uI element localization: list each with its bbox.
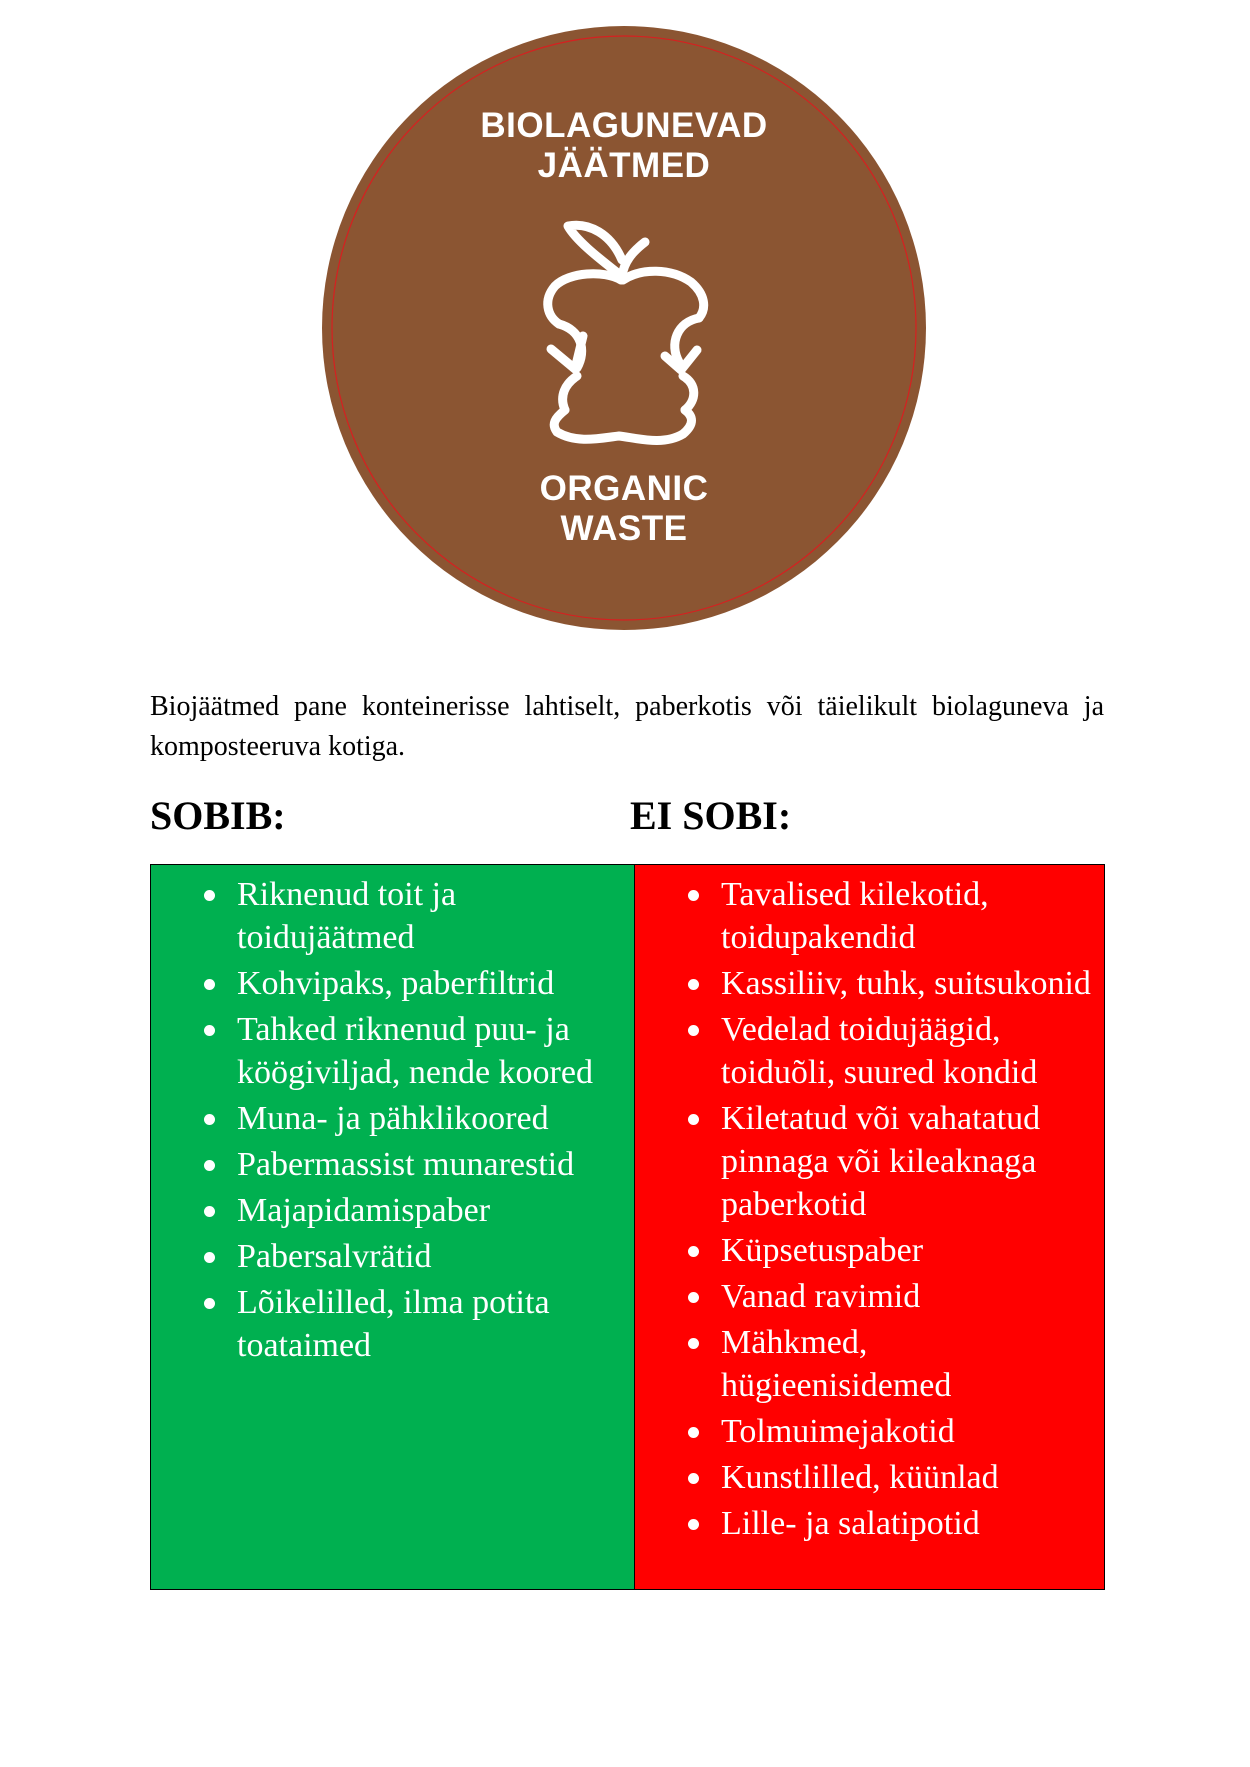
organic-waste-badge (319, 24, 929, 632)
sorting-table (150, 864, 1105, 1590)
suitable-heading: SOBIB: (150, 793, 286, 838)
badge-title-estonian (319, 106, 929, 186)
suitable-item: Lõikelilled, ilma potita toataimed (237, 1281, 622, 1367)
suitable-item: Muna- ja pähklikoored (237, 1097, 622, 1140)
unsuitable-item: Tavalised kilekotid, toidupakendid (721, 873, 1092, 959)
suitable-item: Riknenud toit ja toidujäätmed (237, 873, 622, 959)
badge-title-line-2: JÄÄTMED (537, 146, 711, 185)
intro-paragraph: Biojäätmed pane konteinerisse lahtiselt, paberkotis või täielikult biolaguneva ja komposteeruva kotiga. (150, 691, 1104, 762)
unsuitable-heading: EI SOBI: (630, 793, 792, 838)
suitable-item: Kohvipaks, paberfiltrid (237, 962, 622, 1005)
unsuitable-item: Mähkmed, hügieenisidemed (721, 1321, 1092, 1407)
badge-subtitle-line-2: WASTE (560, 509, 688, 548)
unsuitable-item: Lille- ja salatipotid (721, 1502, 1092, 1545)
suitable-item: Pabersalvrätid (237, 1235, 622, 1278)
unsuitable-item: Tolmuimejakotid (721, 1410, 1092, 1453)
unsuitable-item: Kassiliiv, tuhk, suitsukonid (721, 962, 1092, 1005)
badge-title-english (319, 469, 929, 549)
suitable-list (151, 865, 634, 1367)
unsuitable-column (635, 865, 1104, 1589)
badge-title-line-1: BIOLAGUNEVAD (480, 106, 768, 145)
suitable-item: Tahked riknenud puu- ja köögiviljad, nende koored (237, 1008, 622, 1094)
unsuitable-item: Vanad ravimid (721, 1275, 1092, 1318)
suitable-item: Majapidamispaber (237, 1189, 622, 1232)
unsuitable-item: Vedelad toidujäägid, toiduõli, suured kondid (721, 1008, 1092, 1094)
unsuitable-item: Küpsetuspaber (721, 1229, 1092, 1272)
suitable-item: Pabermassist munarestid (237, 1143, 622, 1186)
unsuitable-item: Kunstlilled, küünlad (721, 1456, 1092, 1499)
unsuitable-item: Kiletatud või vahatatud pinnaga või kileaknaga paberkotid (721, 1097, 1092, 1226)
suitable-column (151, 865, 635, 1589)
badge-subtitle-line-1: ORGANIC (539, 469, 709, 508)
unsuitable-list (635, 865, 1104, 1545)
